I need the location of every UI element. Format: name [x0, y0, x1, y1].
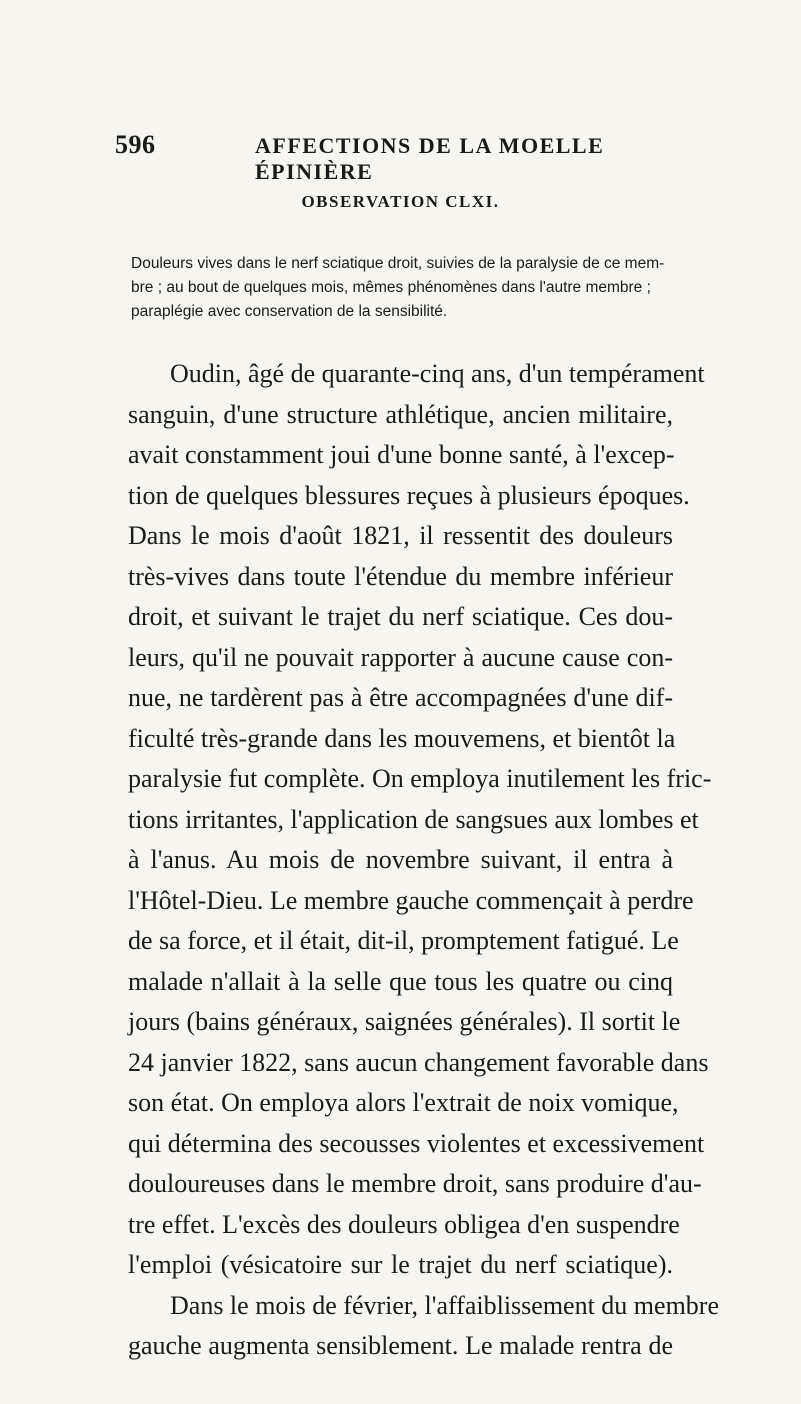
body-line: sanguin, d'une structure athlétique, ancien militaire, — [128, 399, 673, 429]
body-line: paralysie fut complète. On employa inutilement les fric- — [128, 764, 712, 793]
summary-line: paraplégie avec conservation de la sensibilité. — [131, 303, 448, 320]
body-line: malade n'allait à la selle que tous les quatre ou cinq — [128, 966, 673, 996]
body-line: de sa force, et il était, dit-il, promptement fatigué. Le — [128, 926, 679, 955]
running-title: AFFECTIONS DE LA MOELLE ÉPINIÈRE — [255, 133, 605, 184]
observation-body — [128, 354, 719, 1367]
body-line: 24 janvier 1822, sans aucun changement favorable dans — [128, 1047, 709, 1077]
body-line: l'Hôtel-Dieu. Le membre gauche commençait à perdre — [128, 885, 694, 915]
body-line: Oudin, âgé de quarante-cinq ans, d'un tempérament — [170, 359, 705, 388]
body-line: très-vives dans toute l'étendue du membre inférieur — [128, 561, 673, 591]
body-line: jours (bains généraux, saignées générales). Il sortit le — [128, 1007, 681, 1036]
body-line: tre effet. L'excès des douleurs obligea d'en suspendre — [128, 1209, 680, 1239]
page-number: 596 — [115, 130, 156, 159]
body-line: avait constamment joui d'une bonne santé, à l'excep- — [128, 440, 675, 469]
body-line: droit, et suivant le trajet du nerf sciatique. Ces dou- — [128, 602, 673, 631]
body-line: nue, ne tardèrent pas à être accompagnées d'une dif- — [128, 683, 673, 712]
body-line: à l'anus. Au mois de novembre suivant, il entra à — [128, 845, 673, 874]
body-line: tion de quelques blessures reçues à plusieurs époques. — [128, 480, 690, 510]
summary-line: Douleurs vives dans le nerf sciatique droit, suivies de la paralysie de ce mem- — [131, 255, 665, 272]
body-line: son état. On employa alors l'extrait de noix vomique, — [128, 1088, 679, 1117]
summary-line: bre ; au bout de quelques mois, mêmes phénomènes dans l'autre membre ; — [131, 279, 651, 296]
body-line: l'emploi (vésicatoire sur le trajet du nerf sciatique). — [128, 1250, 673, 1279]
body-line: douloureuses dans le membre droit, sans produire d'au- — [128, 1169, 702, 1198]
body-line: ficulté très-grande dans les mouvemens, et bientôt la — [128, 723, 676, 753]
body-line: leurs, qu'il ne pouvait rapporter à aucune cause con- — [128, 642, 673, 672]
body-line: tions irritantes, l'application de sangsues aux lombes et — [128, 804, 699, 834]
body-line: qui détermina des secousses violentes et excessivement — [128, 1128, 705, 1158]
body-line: Dans le mois de février, l'affaiblissement du membre — [170, 1290, 719, 1320]
observation-summary — [131, 252, 665, 324]
page-header — [115, 130, 675, 184]
body-line: Dans le mois d'août 1821, il ressentit des douleurs — [128, 521, 673, 550]
body-line: gauche augmenta sensiblement. Le malade rentra de — [128, 1331, 673, 1360]
observation-title: OBSERVATION CLXI. — [301, 192, 500, 211]
